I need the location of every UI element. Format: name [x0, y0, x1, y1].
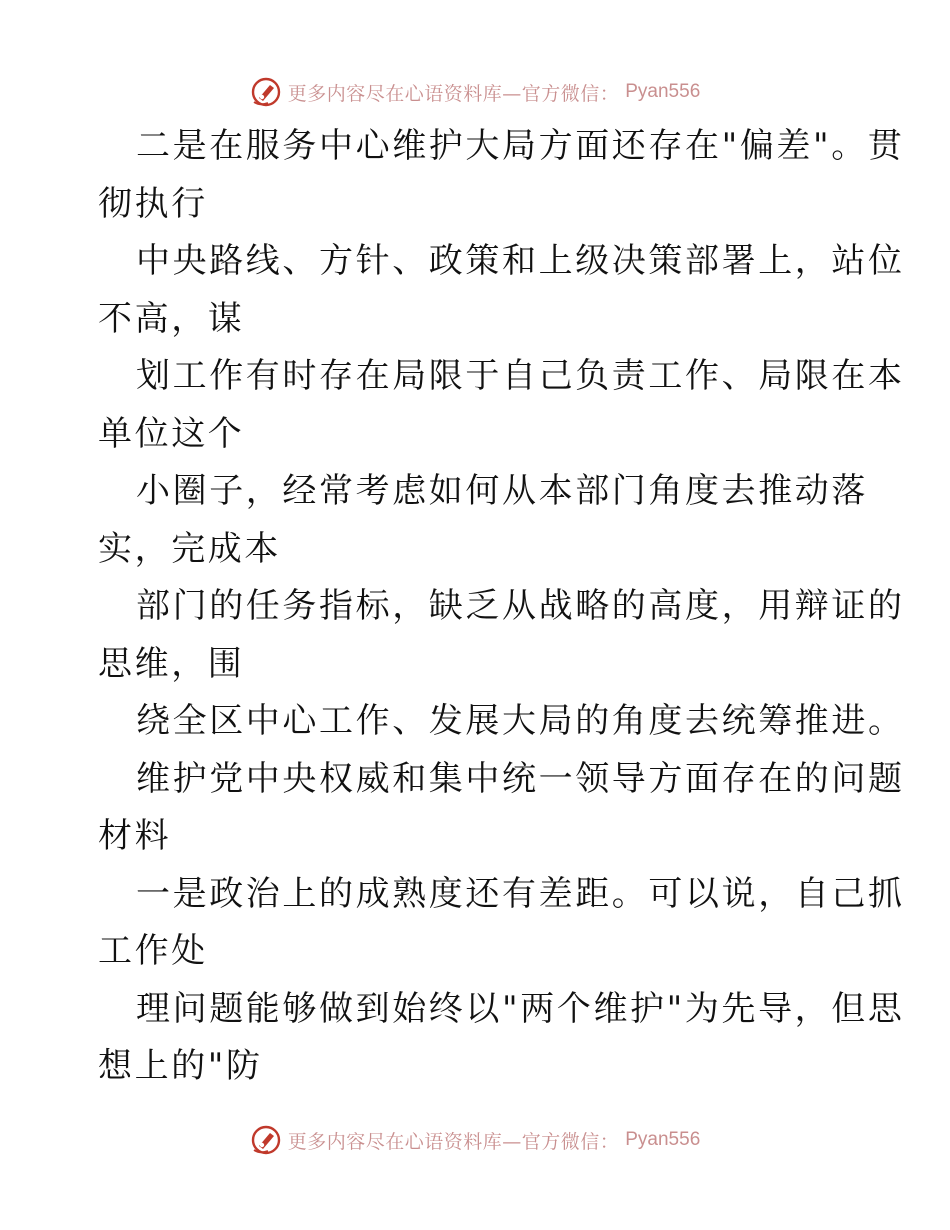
paragraph	[98, 233, 905, 348]
paragraph-line-2: 工作处	[98, 931, 208, 971]
heading-paragraph	[98, 751, 905, 866]
paragraph-line-2: 思维，围	[98, 643, 245, 684]
paragraph-line-1: 划工作有时存在局限于自己负责工作、局限在本	[136, 356, 905, 396]
paragraph-line-2: 彻执行	[98, 183, 208, 224]
paragraph	[98, 693, 905, 751]
document-body	[98, 118, 905, 1096]
pen-nib-seal-icon	[250, 76, 282, 108]
paragraph-line-1: 二是在服务中心维护大局方面还存在"偏差"。贯	[136, 126, 905, 166]
paragraph	[98, 866, 905, 981]
paragraph-line-2: 单位这个	[98, 413, 245, 454]
paragraph	[98, 463, 868, 578]
header-banner-text: 更多内容尽在心语资料库—官方微信：	[287, 82, 620, 105]
header-wechat-id: Pyan556	[625, 81, 701, 102]
paragraph	[98, 578, 905, 693]
paragraph-line-2: 不高，谋	[98, 298, 245, 339]
header-watermark-banner	[0, 72, 950, 112]
footer-watermark-banner	[0, 1120, 950, 1160]
paragraph-line-2: 实，完成本	[98, 528, 281, 569]
footer-banner-text: 更多内容尽在心语资料库—官方微信：	[287, 1130, 620, 1153]
paragraph-line-1: 维护党中央权威和集中统一领导方面存在的问题	[136, 758, 905, 799]
paragraph-line-1: 绕全区中心工作、发展大局的角度去统筹推进。	[136, 701, 905, 741]
paragraph-line-1: 中央路线、方针、政策和上级决策部署上，站位	[136, 241, 905, 281]
footer-wechat-id: Pyan556	[625, 1129, 701, 1150]
paragraph-line-1: 理问题能够做到始终以"两个维护"为先导，但思	[136, 988, 905, 1029]
paragraph-line-1: 部门的任务指标，缺乏从战略的高度，用辩证的	[136, 586, 905, 626]
paragraph-line-1: 小圈子，经常考虑如何从本部门角度去推动落	[136, 471, 868, 511]
paragraph	[98, 348, 905, 463]
pen-nib-seal-icon	[250, 1124, 282, 1156]
paragraph	[98, 981, 905, 1096]
paragraph-line-2: 想上的"防	[98, 1046, 263, 1086]
paragraph-line-1: 一是政治上的成熟度还有差距。可以说，自己抓	[136, 873, 905, 914]
paragraph	[98, 118, 905, 233]
paragraph-line-2: 材料	[98, 816, 172, 856]
